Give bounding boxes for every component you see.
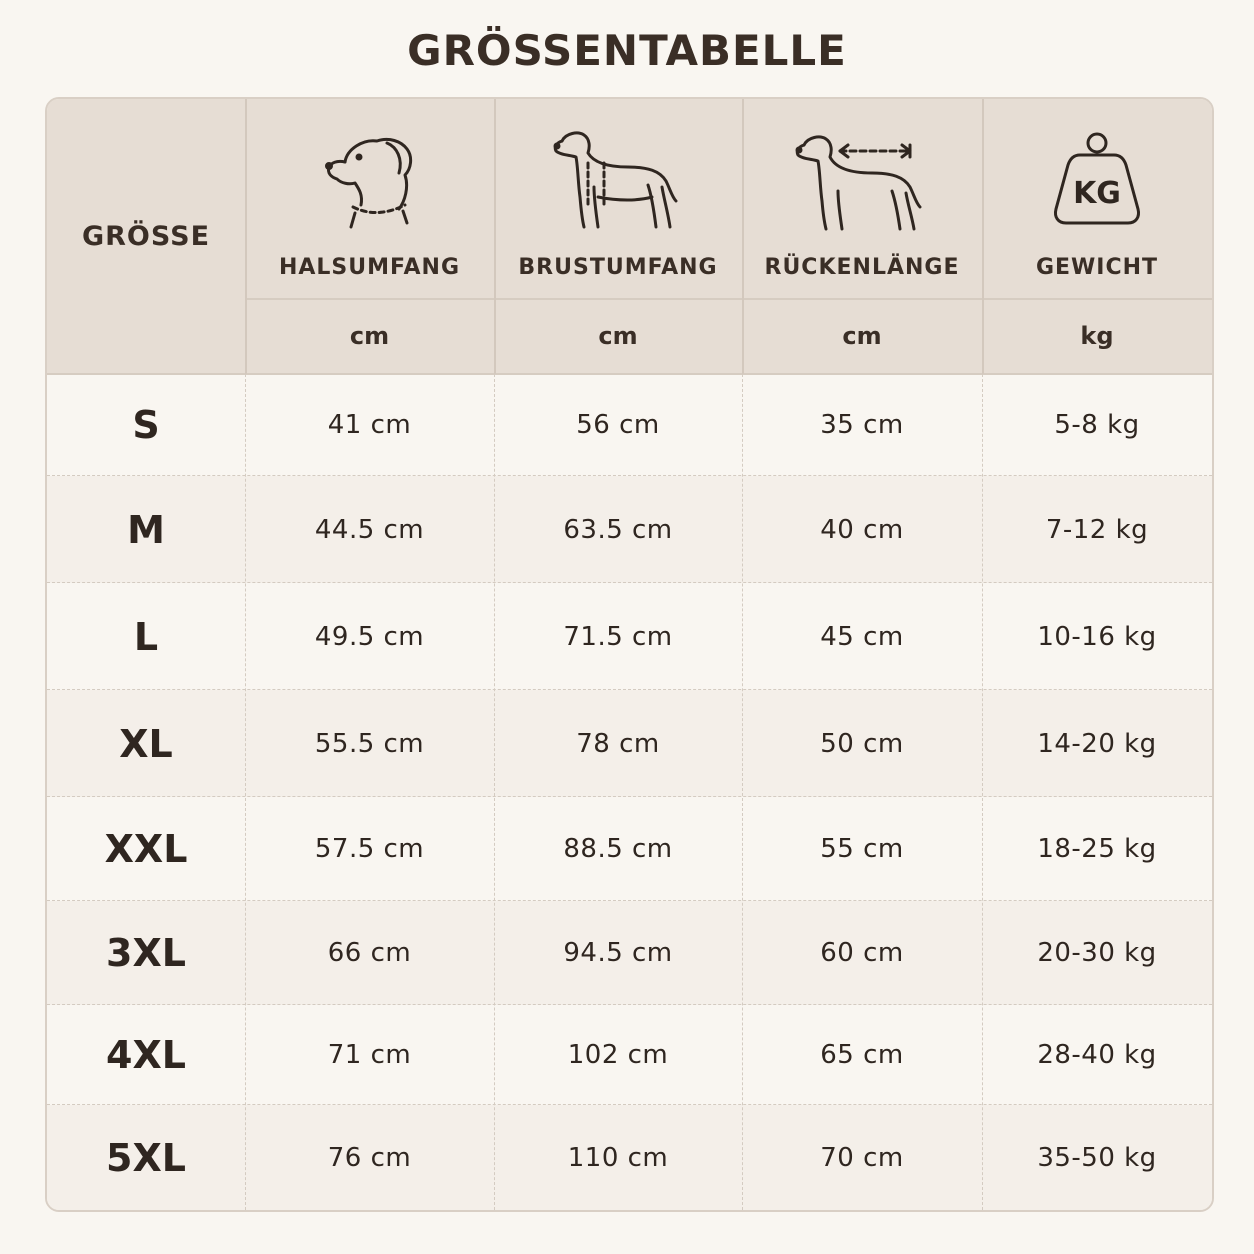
table-row [47,374,1212,476]
value-cell: 70 cm [820,1142,904,1173]
kg-weight-icon [982,127,1212,237]
value-cell: 78 cm [576,728,660,759]
size-cell: 5XL [106,1135,186,1180]
column-header-brustumfang: BRUSTUMFANG [518,254,718,280]
value-cell: 63.5 cm [563,514,673,545]
value-cell: 35 cm [820,410,904,440]
table-row [47,690,1212,797]
header-divider [245,298,1212,300]
unit-rueckenlaenge: cm [842,322,882,350]
unit-halsumfang: cm [349,322,390,350]
unit-brustumfang: cm [598,322,638,350]
value-cell: 49.5 cm [314,621,425,652]
value-cell: 20-30 kg [1037,938,1157,968]
value-cell: 88.5 cm [563,834,673,864]
value-cell: 50 cm [820,728,904,759]
column-header-halsumfang: HALSUMFANG [278,254,461,280]
value-cell: 57.5 cm [314,834,425,864]
table-row [47,797,1212,901]
dog-neck-icon [245,127,494,237]
value-cell: 10-16 kg [1037,621,1157,652]
value-cell: 41 cm [327,410,412,440]
table-row [47,1005,1212,1105]
column-divider [742,374,743,1210]
column-divider [494,374,495,1210]
value-cell: 14-20 kg [1037,728,1157,759]
value-cell: 40 cm [820,514,904,545]
page-title: GRÖSSENTABELLE [407,26,847,75]
value-cell: 18-25 kg [1037,834,1157,864]
table-row [47,476,1212,583]
table-header [47,99,1212,374]
column-divider [742,99,744,374]
dog-back-length-icon [742,127,982,237]
table-row [47,901,1212,1005]
value-cell: 7-12 kg [1045,514,1149,545]
size-cell: 4XL [106,1033,186,1077]
column-divider [982,99,984,374]
column-divider [494,99,496,374]
value-cell: 44.5 cm [314,514,425,545]
value-cell: 45 cm [820,621,904,652]
size-cell: S [132,403,160,447]
unit-gewicht: kg [1080,322,1114,350]
value-cell: 71.5 cm [563,621,673,652]
size-chart-table [45,97,1214,1212]
value-cell: 56 cm [576,410,660,440]
table-row [47,1105,1212,1210]
value-cell: 66 cm [327,938,412,968]
column-header-gewicht: GEWICHT [1035,254,1159,280]
size-cell: XXL [104,827,188,871]
value-cell: 28-40 kg [1037,1040,1157,1070]
column-divider [245,374,246,1210]
column-divider [245,99,247,374]
value-cell: 55.5 cm [314,728,425,759]
value-cell: 65 cm [820,1040,904,1070]
value-cell: 5-8 kg [1054,410,1140,440]
value-cell: 55 cm [820,834,904,864]
size-cell: M [127,507,165,552]
value-cell: 94.5 cm [563,938,673,968]
dog-chest-icon [494,127,742,237]
value-cell: 110 cm [567,1142,669,1173]
kg-icon-label: KG [1073,176,1121,211]
column-divider [982,374,983,1210]
table-row [47,583,1212,690]
size-column-header: GRÖSSE [81,221,211,252]
value-cell: 71 cm [327,1040,412,1070]
value-cell: 102 cm [567,1040,669,1070]
size-cell: L [133,614,159,659]
size-cell: 3XL [106,931,186,975]
value-cell: 35-50 kg [1037,1142,1157,1173]
value-cell: 60 cm [820,938,904,968]
value-cell: 76 cm [327,1142,412,1173]
column-header-rueckenlaenge: RÜCKENLÄNGE [764,254,960,280]
size-cell: XL [119,721,173,766]
